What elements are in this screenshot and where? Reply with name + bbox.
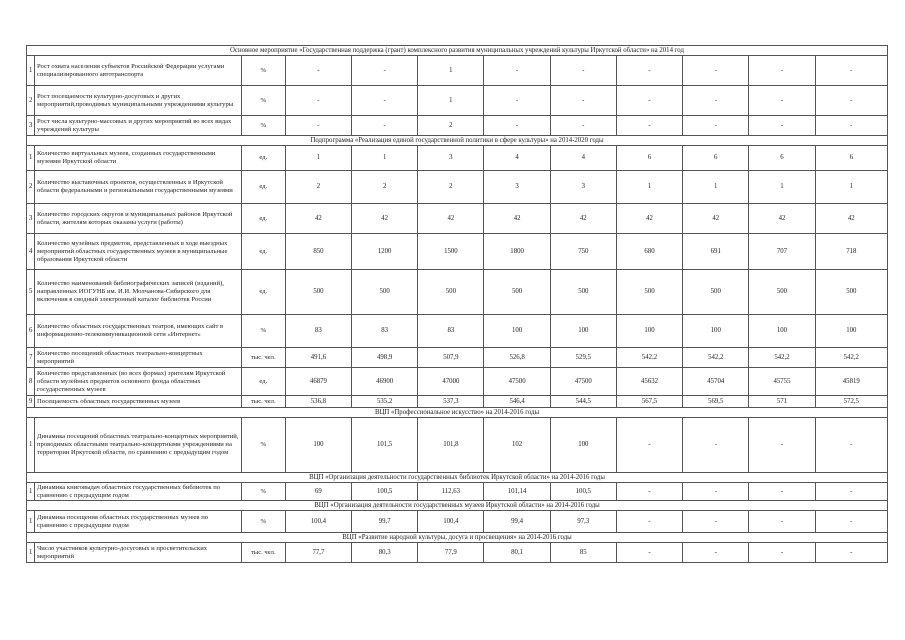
value-cell: 101,5 (352, 418, 418, 473)
row-number-cell: 4 (27, 234, 35, 270)
value-cell: - (815, 86, 887, 116)
value-cell: 572,5 (815, 396, 887, 408)
value-cell: - (683, 543, 749, 563)
value-cell: 537,3 (418, 396, 484, 408)
value-cell: - (749, 418, 815, 473)
indicator-name-cell: Рост числа культурно-массовых и других мероприятий во всех видах учреждений культуры (35, 116, 242, 136)
unit-cell: % (241, 56, 285, 86)
value-cell: - (616, 511, 682, 533)
value-cell: - (616, 543, 682, 563)
indicator-name-cell: Количество городских округов и муниципальных районов Иркутской области, жителям которых оказаны услуги (работы) (35, 204, 242, 234)
value-cell: 1800 (484, 234, 550, 270)
table-row (27, 418, 888, 473)
table-row (27, 86, 888, 116)
table-row (27, 543, 888, 563)
value-cell: - (749, 86, 815, 116)
value-cell: 718 (815, 234, 887, 270)
indicator-name-cell: Рост охвата населения субъектов Российской Федерации услугами специализированного автотранспорта (35, 56, 242, 86)
value-cell: 500 (749, 270, 815, 315)
table-row (27, 315, 888, 348)
indicator-name-cell: Количество выставочных проектов, осуществленных в Иркутской области федеральными и региональными государственными музеями (35, 171, 242, 204)
value-cell: 1 (352, 146, 418, 171)
table-row (27, 204, 888, 234)
value-cell: 42 (616, 204, 682, 234)
value-cell: - (815, 116, 887, 136)
value-cell: 47500 (550, 368, 616, 396)
value-cell: 542,2 (616, 348, 682, 368)
value-cell: 80,3 (352, 543, 418, 563)
value-cell: 542,2 (815, 348, 887, 368)
row-number-cell: 7 (27, 348, 35, 368)
value-cell: 3 (484, 171, 550, 204)
value-cell: 45755 (749, 368, 815, 396)
value-cell: 542,2 (683, 348, 749, 368)
value-cell: 567,5 (616, 396, 682, 408)
value-cell: 100,4 (418, 511, 484, 533)
value-cell: 6 (749, 146, 815, 171)
value-cell: 100 (815, 315, 887, 348)
value-cell: 100,5 (550, 483, 616, 501)
value-cell: 536,8 (285, 396, 351, 408)
value-cell: - (285, 116, 351, 136)
value-cell: 850 (285, 234, 351, 270)
value-cell: 80,1 (484, 543, 550, 563)
value-cell: 47500 (484, 368, 550, 396)
unit-cell: % (241, 116, 285, 136)
row-number-cell: 2 (27, 171, 35, 204)
value-cell: 2 (418, 171, 484, 204)
unit-cell: тыс. чел. (241, 348, 285, 368)
value-cell: - (815, 543, 887, 563)
value-cell: 42 (484, 204, 550, 234)
value-cell: 1 (285, 146, 351, 171)
value-cell: 85 (550, 543, 616, 563)
value-cell: 4 (484, 146, 550, 171)
value-cell: 100 (484, 315, 550, 348)
value-cell: 6 (616, 146, 682, 171)
value-cell: 69 (285, 483, 351, 501)
value-cell: 500 (815, 270, 887, 315)
value-cell: 100 (749, 315, 815, 348)
value-cell: 3 (418, 146, 484, 171)
value-cell: 100 (616, 315, 682, 348)
value-cell: 83 (285, 315, 351, 348)
indicator-name-cell: Количество областных государственных театров, имеющих сайт в информационно-телекоммуникационной сети «Интернет» (35, 315, 242, 348)
indicator-name-cell: Динамика книговыдач областных государственных библиотек по сравнению с предыдущим годом (35, 483, 242, 501)
value-cell: 6 (815, 146, 887, 171)
row-number-cell: 3 (27, 204, 35, 234)
value-cell: 42 (285, 204, 351, 234)
value-cell: 97,3 (550, 511, 616, 533)
value-cell: 83 (418, 315, 484, 348)
indicator-name-cell: Количество музейных предметов, представленных в ходе выездных мероприятий областных государственных музеев в муниципальные образования Иркутской области (35, 234, 242, 270)
section-header-row (27, 408, 888, 418)
value-cell: 45819 (815, 368, 887, 396)
value-cell: 101,8 (418, 418, 484, 473)
value-cell: 45632 (616, 368, 682, 396)
value-cell: 750 (550, 234, 616, 270)
value-cell: 42 (418, 204, 484, 234)
value-cell: - (749, 56, 815, 86)
value-cell: 46900 (352, 368, 418, 396)
value-cell: - (749, 543, 815, 563)
indicator-name-cell: Количество виртуальных музеев, созданных государственными музеями Иркутской области (35, 146, 242, 171)
value-cell: - (749, 116, 815, 136)
value-cell: 535,2 (352, 396, 418, 408)
value-cell: 77,9 (418, 543, 484, 563)
table-row (27, 56, 888, 86)
indicator-table (26, 45, 888, 563)
unit-cell: тыс. чел. (241, 396, 285, 408)
row-number-cell: 1 (27, 56, 35, 86)
value-cell: - (484, 56, 550, 86)
section-header-row (27, 501, 888, 511)
value-cell: 42 (352, 204, 418, 234)
value-cell: 1500 (418, 234, 484, 270)
value-cell: - (683, 418, 749, 473)
value-cell: 571 (749, 396, 815, 408)
value-cell: 2 (285, 171, 351, 204)
value-cell: - (683, 56, 749, 86)
row-number-cell: 5 (27, 270, 35, 315)
value-cell: 42 (683, 204, 749, 234)
row-number-cell: 1 (27, 511, 35, 533)
value-cell: - (616, 56, 682, 86)
value-cell: 1 (418, 86, 484, 116)
value-cell: 83 (352, 315, 418, 348)
table-row (27, 348, 888, 368)
row-number-cell: 1 (27, 418, 35, 473)
value-cell: - (484, 116, 550, 136)
value-cell: 498,9 (352, 348, 418, 368)
table-row (27, 368, 888, 396)
table-row (27, 171, 888, 204)
row-number-cell: 8 (27, 368, 35, 396)
value-cell: 680 (616, 234, 682, 270)
value-cell: 42 (550, 204, 616, 234)
value-cell: - (749, 483, 815, 501)
indicator-name-cell: Динамика посещений областных театрально-концертных мероприятий, проводимых областными театрально-концертными учреждениями на территории Иркутской области, по сравнению с предыдущим годом (35, 418, 242, 473)
value-cell: 500 (352, 270, 418, 315)
unit-cell: ед. (241, 204, 285, 234)
value-cell: 100,5 (352, 483, 418, 501)
indicator-table-body (27, 46, 888, 563)
section-title: ВЦП «Организация деятельности государственных музеев Иркутской области» на 2014-2016 годы (27, 501, 888, 511)
table-row (27, 396, 888, 408)
value-cell: - (484, 86, 550, 116)
unit-cell: тыс. чел. (241, 543, 285, 563)
value-cell: 6 (683, 146, 749, 171)
value-cell: - (815, 483, 887, 501)
value-cell: 2 (352, 171, 418, 204)
value-cell: 1 (683, 171, 749, 204)
value-cell: 542,2 (749, 348, 815, 368)
section-header-row (27, 46, 888, 56)
value-cell: - (616, 483, 682, 501)
unit-cell: % (241, 86, 285, 116)
value-cell: - (683, 483, 749, 501)
value-cell: - (683, 116, 749, 136)
value-cell: 1 (815, 171, 887, 204)
value-cell: 2 (418, 116, 484, 136)
value-cell: 500 (418, 270, 484, 315)
value-cell: - (550, 86, 616, 116)
value-cell: 507,9 (418, 348, 484, 368)
section-header-row (27, 533, 888, 543)
value-cell: - (352, 116, 418, 136)
row-number-cell: 1 (27, 483, 35, 501)
unit-cell: % (241, 418, 285, 473)
unit-cell: ед. (241, 270, 285, 315)
section-title: ВЦП «Организация деятельности государственных библиотек Иркутской области» на 2014-2016 годы (27, 473, 888, 483)
value-cell: 500 (683, 270, 749, 315)
value-cell: 500 (484, 270, 550, 315)
section-title: ВЦП «Профессиональное искусство» на 2014-2016 годы (27, 408, 888, 418)
value-cell: 102 (484, 418, 550, 473)
unit-cell: % (241, 483, 285, 501)
table-row (27, 116, 888, 136)
value-cell: 77,7 (285, 543, 351, 563)
value-cell: 45704 (683, 368, 749, 396)
value-cell: - (550, 56, 616, 86)
value-cell: 1 (418, 56, 484, 86)
value-cell: 500 (285, 270, 351, 315)
value-cell: - (285, 86, 351, 116)
value-cell: - (815, 511, 887, 533)
section-header-row (27, 473, 888, 483)
value-cell: 112,63 (418, 483, 484, 501)
table-row (27, 270, 888, 315)
unit-cell: ед. (241, 146, 285, 171)
value-cell: - (616, 418, 682, 473)
row-number-cell: 6 (27, 315, 35, 348)
row-number-cell: 9 (27, 396, 35, 408)
unit-cell: ед. (241, 234, 285, 270)
value-cell: - (550, 116, 616, 136)
value-cell: 3 (550, 171, 616, 204)
value-cell: - (616, 86, 682, 116)
value-cell: - (815, 418, 887, 473)
value-cell: 691 (683, 234, 749, 270)
row-number-cell: 1 (27, 146, 35, 171)
value-cell: 100 (550, 315, 616, 348)
value-cell: 526,8 (484, 348, 550, 368)
indicator-name-cell: Посещаемость областных государственных музеев (35, 396, 242, 408)
unit-cell: ед. (241, 368, 285, 396)
value-cell: 529,5 (550, 348, 616, 368)
value-cell: 491,6 (285, 348, 351, 368)
section-title: Основное мероприятие «Государственная поддержка (грант) комплексного развития муниципальных учреждений культуры Иркутской области» на 2014 год (27, 46, 888, 56)
value-cell: 42 (815, 204, 887, 234)
value-cell: - (352, 56, 418, 86)
unit-cell: ед. (241, 171, 285, 204)
section-title: ВЦП «Развитие народной культуры, досуга и просвещения» на 2014-2016 годы (27, 533, 888, 543)
indicator-name-cell: Число участников культурно-досуговых и просветительских мероприятий (35, 543, 242, 563)
indicator-name-cell: Количество посещений областных театрально-концертных мероприятий (35, 348, 242, 368)
value-cell: 42 (749, 204, 815, 234)
value-cell: - (683, 511, 749, 533)
value-cell: - (285, 56, 351, 86)
value-cell: 101,14 (484, 483, 550, 501)
value-cell: 1 (749, 171, 815, 204)
value-cell: 46879 (285, 368, 351, 396)
value-cell: 546,4 (484, 396, 550, 408)
value-cell: 100 (683, 315, 749, 348)
value-cell: - (616, 116, 682, 136)
value-cell: 544,5 (550, 396, 616, 408)
value-cell: 569,5 (683, 396, 749, 408)
value-cell: 500 (616, 270, 682, 315)
indicator-name-cell: Количество представленных (во всех формах) зрителям Иркутской области музейных предметов основного фонда областных государственных музеев (35, 368, 242, 396)
table-row (27, 146, 888, 171)
value-cell: 4 (550, 146, 616, 171)
value-cell: - (749, 511, 815, 533)
indicator-name-cell: Количество наименований библиографических записей (изданий), направленных ИОГУНБ им. И.И. Молчанова-Сибирского для включения в сводный электронный каталог библиотек России (35, 270, 242, 315)
indicator-sheet (26, 45, 888, 563)
unit-cell: % (241, 315, 285, 348)
row-number-cell: 2 (27, 86, 35, 116)
section-title: Подпрограмма «Реализация единой государственной политики в сфере культуры» на 2014-2020 годы (27, 136, 888, 146)
value-cell: - (815, 56, 887, 86)
value-cell: 47000 (418, 368, 484, 396)
value-cell: 1200 (352, 234, 418, 270)
value-cell: 100 (550, 418, 616, 473)
row-number-cell: 1 (27, 543, 35, 563)
value-cell: 1 (616, 171, 682, 204)
table-row (27, 483, 888, 501)
value-cell: 100,4 (285, 511, 351, 533)
value-cell: 99,7 (352, 511, 418, 533)
value-cell: 707 (749, 234, 815, 270)
indicator-name-cell: Динамика посещения областных государственных музеев по сравнению с предыдущим годом (35, 511, 242, 533)
indicator-name-cell: Рост посещаемости культурно-досуговых и других мероприятий,проводимых муниципальными учреждениями культуры (35, 86, 242, 116)
row-number-cell: 3 (27, 116, 35, 136)
value-cell: - (683, 86, 749, 116)
table-row (27, 234, 888, 270)
unit-cell: % (241, 511, 285, 533)
table-row (27, 511, 888, 533)
value-cell: 99,4 (484, 511, 550, 533)
section-header-row (27, 136, 888, 146)
value-cell: - (352, 86, 418, 116)
value-cell: 100 (285, 418, 351, 473)
value-cell: 500 (550, 270, 616, 315)
